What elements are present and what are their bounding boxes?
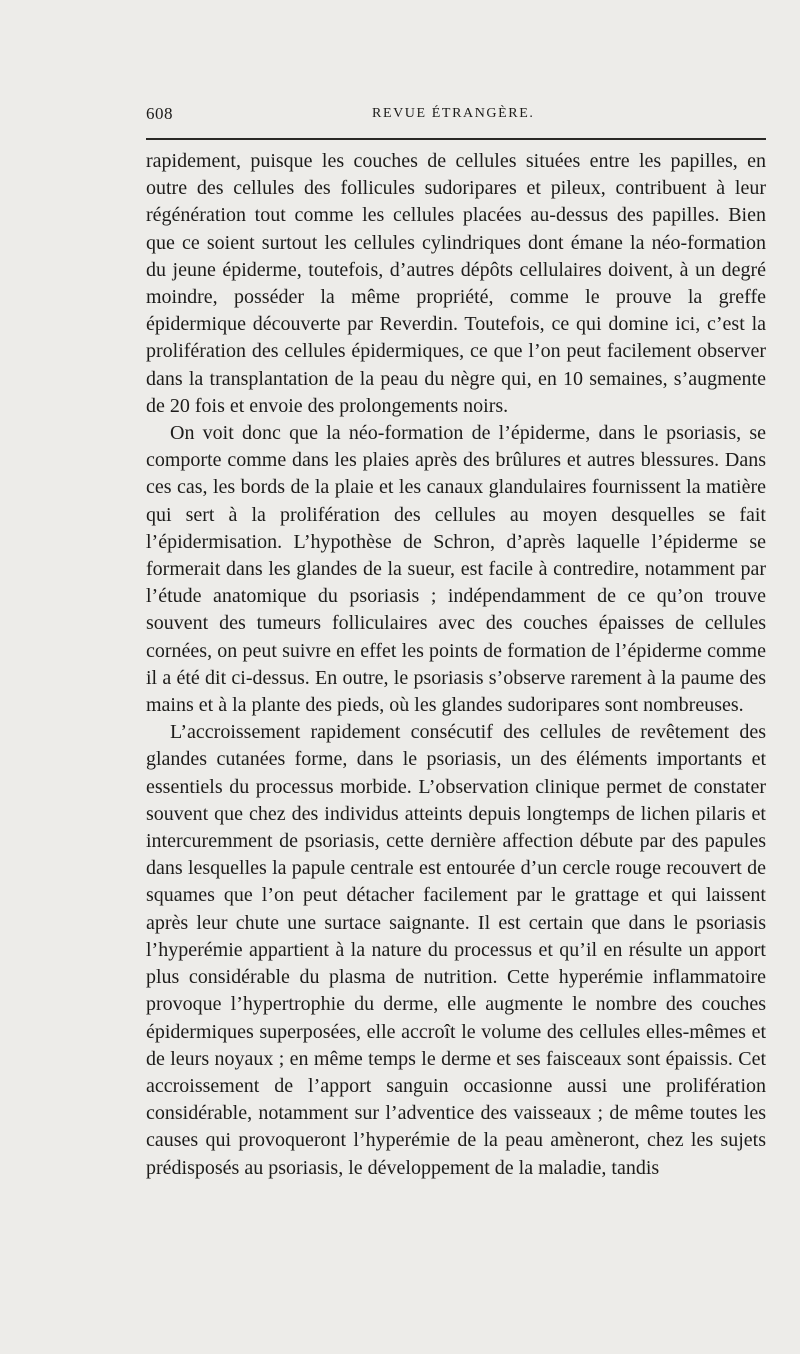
running-head: REVUE ÉTRANGÈRE. — [372, 106, 535, 121]
paragraph-1: rapidement, puisque les couches de cellules situées entre les papilles, en outre des cellules des follicules sudoripares et pileux, contribuent à leur régénération tout comme les cellules placées au-dessus des papilles. Bien que ce soient surtout les cellules cylindriques dont émane la néo-formation du jeune épiderme, toutefois, d’autres dépôts cellulaires doivent, à un degré moindre, posséder la même propriété, comme le prouve la greffe épidermique découverte par Reverdin. Toutefois, ce qui domine ici, c’est la prolifération des cellules épidermiques, ce que l’on peut facilement observer dans la transplantation de la peau du nègre qui, en 10 semaines, s’augmente de 20 fois et envoie des prolongements noirs. — [146, 150, 766, 417]
page-number: 608 — [146, 104, 173, 123]
header-rule — [146, 138, 766, 140]
body-text — [146, 148, 766, 1182]
page-header — [146, 100, 766, 130]
paragraph-2: On voit donc que la néo-formation de l’épiderme, dans le psoriasis, se comporte comme dans les plaies après des brûlures et autres blessures. Dans ces cas, les bords de la plaie et les canaux glandulaires fournissent la matière qui sert à la prolifération des cellules au moyen desquelles se fait l’épidermisation. L’hypothèse de Schron, d’après laquelle l’épiderme se formerait dans les glandes de la sueur, est facile à contredire, notamment par l’étude anatomique du psoriasis ; indépendamment de ce qu’on trouve souvent des tumeurs folliculaires avec des couches épaisses de cellules cornées, on peut suivre en effet les points de formation de l’épiderme comme il a été dit ci-dessus. En outre, le psoriasis s’observe rarement à la paume des mains et à la plante des pieds, où les glandes sudoripares sont nombreuses. — [146, 422, 766, 717]
paragraph-3: L’accroissement rapidement consécutif des cellules de revêtement des glandes cutanées forme, dans le psoriasis, un des éléments importants et essentiels du processus morbide. L’observation clinique permet de constater souvent que chez des individus atteints depuis longtemps de lichen pilaris et intercuremment de psoriasis, cette dernière affection débute par des papules dans lesquelles la papule centrale est entourée d’un cercle rouge recouvert de squames que l’on peut détacher facilement par le grattage et qui laissent après leur chute une surtace saignante. Il est certain que dans le psoriasis l’hyperémie appartient à la nature du processus et qu’il en résulte un apport plus considérable du plasma de nutrition. Cette hyperémie inflammatoire provoque l’hypertrophie du derme, elle augmente le nombre des couches épidermiques superposées, elle accroît le volume des cellules elles-mêmes et de leurs noyaux ; en même temps le derme et ses faisceaux sont épaissis. Cet accroissement de l’apport sanguin occasionne aussi une prolifération considérable, notamment sur l’adventice des vaisseaux ; de même toutes les causes qui provoqueront l’hyperémie de la peau amèneront, chez les sujets prédisposés au psoriasis, le développement de la maladie, tandis — [146, 721, 766, 1179]
